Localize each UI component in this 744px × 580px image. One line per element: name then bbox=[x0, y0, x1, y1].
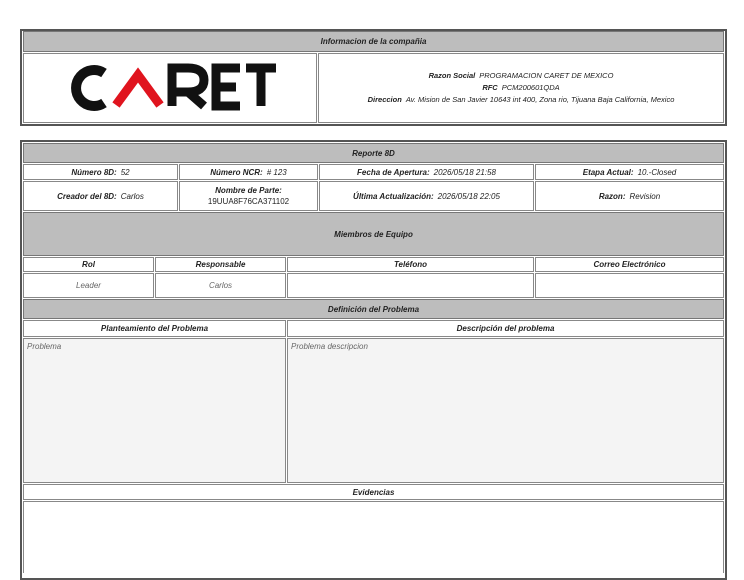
creador-value: Carlos bbox=[120, 191, 144, 201]
team-row-correo bbox=[535, 273, 724, 298]
ultima-actualizacion-cell bbox=[319, 181, 534, 211]
razon-label: Razon: bbox=[598, 191, 626, 201]
razon-cell bbox=[535, 181, 724, 211]
creador-label: Creador del 8D: bbox=[57, 191, 117, 201]
descripcion-textarea[interactable]: Problema descripcion bbox=[287, 338, 724, 483]
team-row-telefono bbox=[287, 273, 534, 298]
team-col-rol: Rol bbox=[23, 257, 154, 272]
team-col-responsable: Responsable bbox=[155, 257, 286, 272]
report-title: Reporte 8D bbox=[23, 143, 724, 163]
numero-ncr-value: # 123 bbox=[266, 167, 287, 177]
planteamiento-textarea[interactable]: Problema bbox=[23, 338, 286, 483]
etapa-label: Etapa Actual: bbox=[582, 167, 634, 177]
problem-title: Definición del Problema bbox=[23, 299, 724, 319]
creador-cell bbox=[23, 181, 178, 211]
fecha-apertura-cell bbox=[319, 164, 534, 180]
etapa-value: 10.-Closed bbox=[637, 167, 677, 177]
evidencias-title: Evidencias bbox=[23, 484, 724, 500]
team-row-responsable: Carlos bbox=[155, 273, 286, 298]
rfc-value: PCM200601QDA bbox=[501, 83, 560, 92]
evidencias-area bbox=[23, 501, 724, 573]
company-info-header: Informacion de la compañia bbox=[23, 31, 724, 52]
etapa-cell bbox=[535, 164, 724, 180]
nombre-parte-label: Nombre de Parte: bbox=[215, 186, 282, 195]
direccion-label: Direccion bbox=[367, 95, 402, 104]
nombre-parte-value: 19UUA8F76CA371102 bbox=[207, 197, 290, 206]
fecha-apertura-value: 2026/05/18 21:58 bbox=[433, 167, 496, 177]
company-details bbox=[318, 53, 724, 123]
numero-8d-cell bbox=[23, 164, 178, 180]
team-title: Miembros de Equipo bbox=[23, 212, 724, 256]
razon-social-label: Razon Social bbox=[428, 71, 476, 80]
team-col-correo: Correo Electrónico bbox=[535, 257, 724, 272]
ultima-actualizacion-value: 2026/05/18 22:05 bbox=[437, 191, 500, 201]
fecha-apertura-label: Fecha de Apertura: bbox=[357, 167, 430, 177]
descripcion-header: Descripción del problema bbox=[287, 320, 724, 337]
nombre-parte-cell bbox=[179, 181, 318, 211]
razon-value: Revision bbox=[629, 191, 661, 201]
rfc-label: RFC bbox=[482, 83, 498, 92]
caret-logo-icon bbox=[64, 61, 276, 115]
planteamiento-header: Planteamiento del Problema bbox=[23, 320, 286, 337]
ultima-actualizacion-label: Última Actualización: bbox=[353, 191, 434, 201]
team-col-telefono: Teléfono bbox=[287, 257, 534, 272]
direccion-value: Av. Mision de San Javier 10643 int 400, Zona rio, Tijuana Baja California, Mexico bbox=[405, 95, 675, 104]
numero-8d-label: Número 8D: bbox=[71, 167, 117, 177]
numero-ncr-cell bbox=[179, 164, 318, 180]
team-row-rol: Leader bbox=[23, 273, 154, 298]
razon-social-value: PROGRAMACION CARET DE MEXICO bbox=[479, 71, 614, 80]
company-logo bbox=[23, 53, 317, 123]
numero-ncr-label: Número NCR: bbox=[210, 167, 263, 177]
numero-8d-value: 52 bbox=[120, 167, 130, 177]
